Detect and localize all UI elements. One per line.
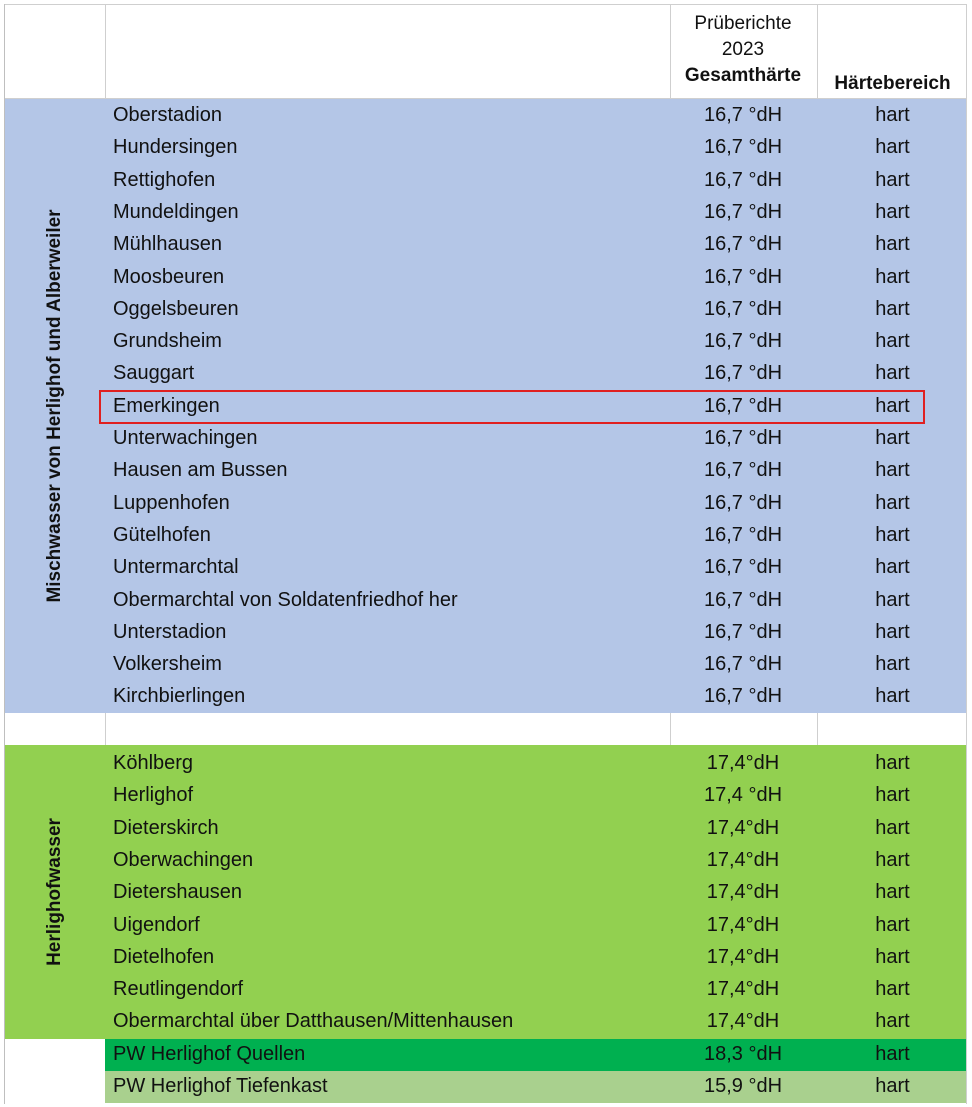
hardness-range: hart [875,265,910,288]
table-row [105,423,967,455]
hardness-value: 16,7 °dH [703,394,783,417]
table-row [105,358,967,390]
hardness-range: hart [875,556,910,579]
table-row [105,681,967,713]
hardness-range: hart [875,685,910,708]
hardness-range: hart [875,297,910,320]
table-row [105,974,967,1006]
hardness-range: hart [875,881,910,904]
table-row [105,748,967,780]
hardness-value: 16,7 °dH [703,297,783,320]
place-name: Reutlingendorf [113,978,244,1001]
hardness-range: hart [875,233,910,256]
place-name: Volkersheim [113,653,222,676]
place-name: Dieterskirch [113,816,219,839]
hardness-range: hart [875,978,910,1001]
hardness-range: hart [875,459,910,482]
table-row [105,1006,967,1038]
hardness-value: 17,4°dH [706,945,780,968]
table-row [105,845,967,877]
table-row [105,294,967,326]
hardness-value: 16,7 °dH [703,233,783,256]
water-hardness-table [4,4,967,1104]
place-name: Hundersingen [113,136,238,159]
group-separator [5,713,967,745]
hardness-value: 17,4°dH [706,816,780,839]
hardness-value: 17,4 °dH [703,784,783,807]
hardness-range: hart [875,816,910,839]
col-divider-sep3 [817,713,818,745]
hardness-value: 16,7 °dH [703,200,783,223]
header-gesamthaerte: Gesamthärte [684,65,802,86]
hardness-range: hart [875,620,910,643]
place-name: Moosbeuren [113,265,225,288]
hardness-value: 16,7 °dH [703,168,783,191]
hardness-range: hart [875,848,910,871]
hardness-range: hart [875,784,910,807]
table-row [105,910,967,942]
header-haertebereich: Härtebereich [834,73,951,94]
hardness-value: 17,4°dH [706,752,780,774]
table-row [105,585,967,617]
place-name: Oggelsbeuren [113,297,239,320]
hardness-value: 16,7 °dH [703,362,783,385]
hardness-range: hart [875,588,910,611]
hardness-value: 16,7 °dH [703,588,783,611]
table-row [105,877,967,909]
hardness-value: 16,7 °dH [703,620,783,643]
hardness-range: hart [875,136,910,159]
hardness-value: 16,7 °dH [703,427,783,449]
hardness-value: 17,4°dH [706,1010,780,1033]
place-name: Oberwachingen [113,848,254,871]
place-name: Obermarchtal von Soldatenfriedhof her [113,588,458,611]
hardness-range: hart [875,104,910,126]
place-name: Gütelhofen [113,523,211,546]
table-row [105,197,967,229]
place-name: Grundsheim [113,330,222,353]
hardness-range: hart [875,427,910,449]
hardness-value: 17,4°dH [706,881,780,904]
hardness-value: 16,7 °dH [703,653,783,676]
table-row [105,813,967,845]
table-row [105,326,967,358]
hardness-value: 16,7 °dH [703,459,783,482]
hardness-range: hart [875,491,910,514]
table-row [105,520,967,552]
table-row [105,100,967,132]
col-divider-1 [105,4,106,99]
hardness-value: 17,4°dH [706,978,780,1001]
hardness-value: 16,7 °dH [703,265,783,288]
header-pruefberichte [670,11,816,89]
place-name: Unterwachingen [113,427,258,449]
table-row [105,262,967,294]
table-row [105,1039,967,1071]
table-row [105,229,967,261]
table-row [105,1071,967,1103]
hardness-range: hart [875,394,910,417]
place-name: Sauggart [113,362,195,385]
col-divider-sep1 [105,713,106,745]
place-name: Unterstadion [113,620,227,643]
place-name: Luppenhofen [113,491,230,514]
table-row [105,617,967,649]
header-line2: 2023 [721,39,765,60]
table-row [105,780,967,812]
col-divider-sep2 [670,713,671,745]
place-name: Uigendorf [113,913,200,936]
hardness-value: 17,4°dH [706,848,780,871]
hardness-range: hart [875,1010,910,1033]
hardness-range: hart [875,1075,910,1097]
col-divider-right [966,4,967,1104]
hardness-value: 16,7 °dH [703,685,783,708]
hardness-value: 16,7 °dH [703,523,783,546]
place-name: Herlighof [113,784,194,807]
table-row [105,132,967,164]
hardness-range: hart [875,653,910,676]
hardness-value: 16,7 °dH [703,104,783,126]
place-name: Mundeldingen [113,200,239,223]
table-header [5,4,967,99]
hardness-value: 16,7 °dH [703,136,783,159]
place-name: Obermarchtal über Datthausen/Mittenhausen [113,1010,514,1033]
place-name: Dietelhofen [113,945,215,968]
col-divider-2 [670,4,671,99]
table-row [105,942,967,974]
place-name: Oberstadion [113,104,222,126]
table-row [105,552,967,584]
group2-label: Herlighofwasser [44,818,65,966]
place-name: Köhlberg [113,752,194,774]
hardness-value: 17,4°dH [706,913,780,936]
place-name: PW Herlighof Quellen [113,1042,306,1065]
place-name: PW Herlighof Tiefenkast [113,1075,328,1097]
place-name: Mühlhausen [113,233,222,256]
highlight-box-emerkingen [99,390,925,424]
hardness-value: 16,7 °dH [703,330,783,353]
place-name: Emerkingen [113,394,220,417]
hardness-range: hart [875,200,910,223]
group1-label: Mischwasser von Herlighof und Alberweiler [44,209,65,603]
place-name: Kirchbierlingen [113,685,246,708]
hardness-range: hart [875,1042,910,1065]
place-name: Hausen am Bussen [113,459,288,482]
hardness-value: 16,7 °dH [703,556,783,579]
table-row [105,649,967,681]
table-row [105,165,967,197]
hardness-value: 15,9 °dH [703,1075,783,1097]
col-divider-3 [817,4,818,99]
place-name: Dietershausen [113,881,242,904]
hardness-range: hart [875,913,910,936]
hardness-range: hart [875,330,910,353]
hardness-range: hart [875,752,910,774]
hardness-range: hart [875,945,910,968]
table-row [105,455,967,487]
hardness-value: 16,7 °dH [703,491,783,514]
header-line1: Prüberichte [694,13,792,34]
place-name: Untermarchtal [113,556,239,579]
hardness-range: hart [875,362,910,385]
hardness-value: 18,3 °dH [703,1042,783,1065]
hardness-range: hart [875,523,910,546]
table-row [105,488,967,520]
place-name: Rettighofen [113,168,216,191]
hardness-range: hart [875,168,910,191]
